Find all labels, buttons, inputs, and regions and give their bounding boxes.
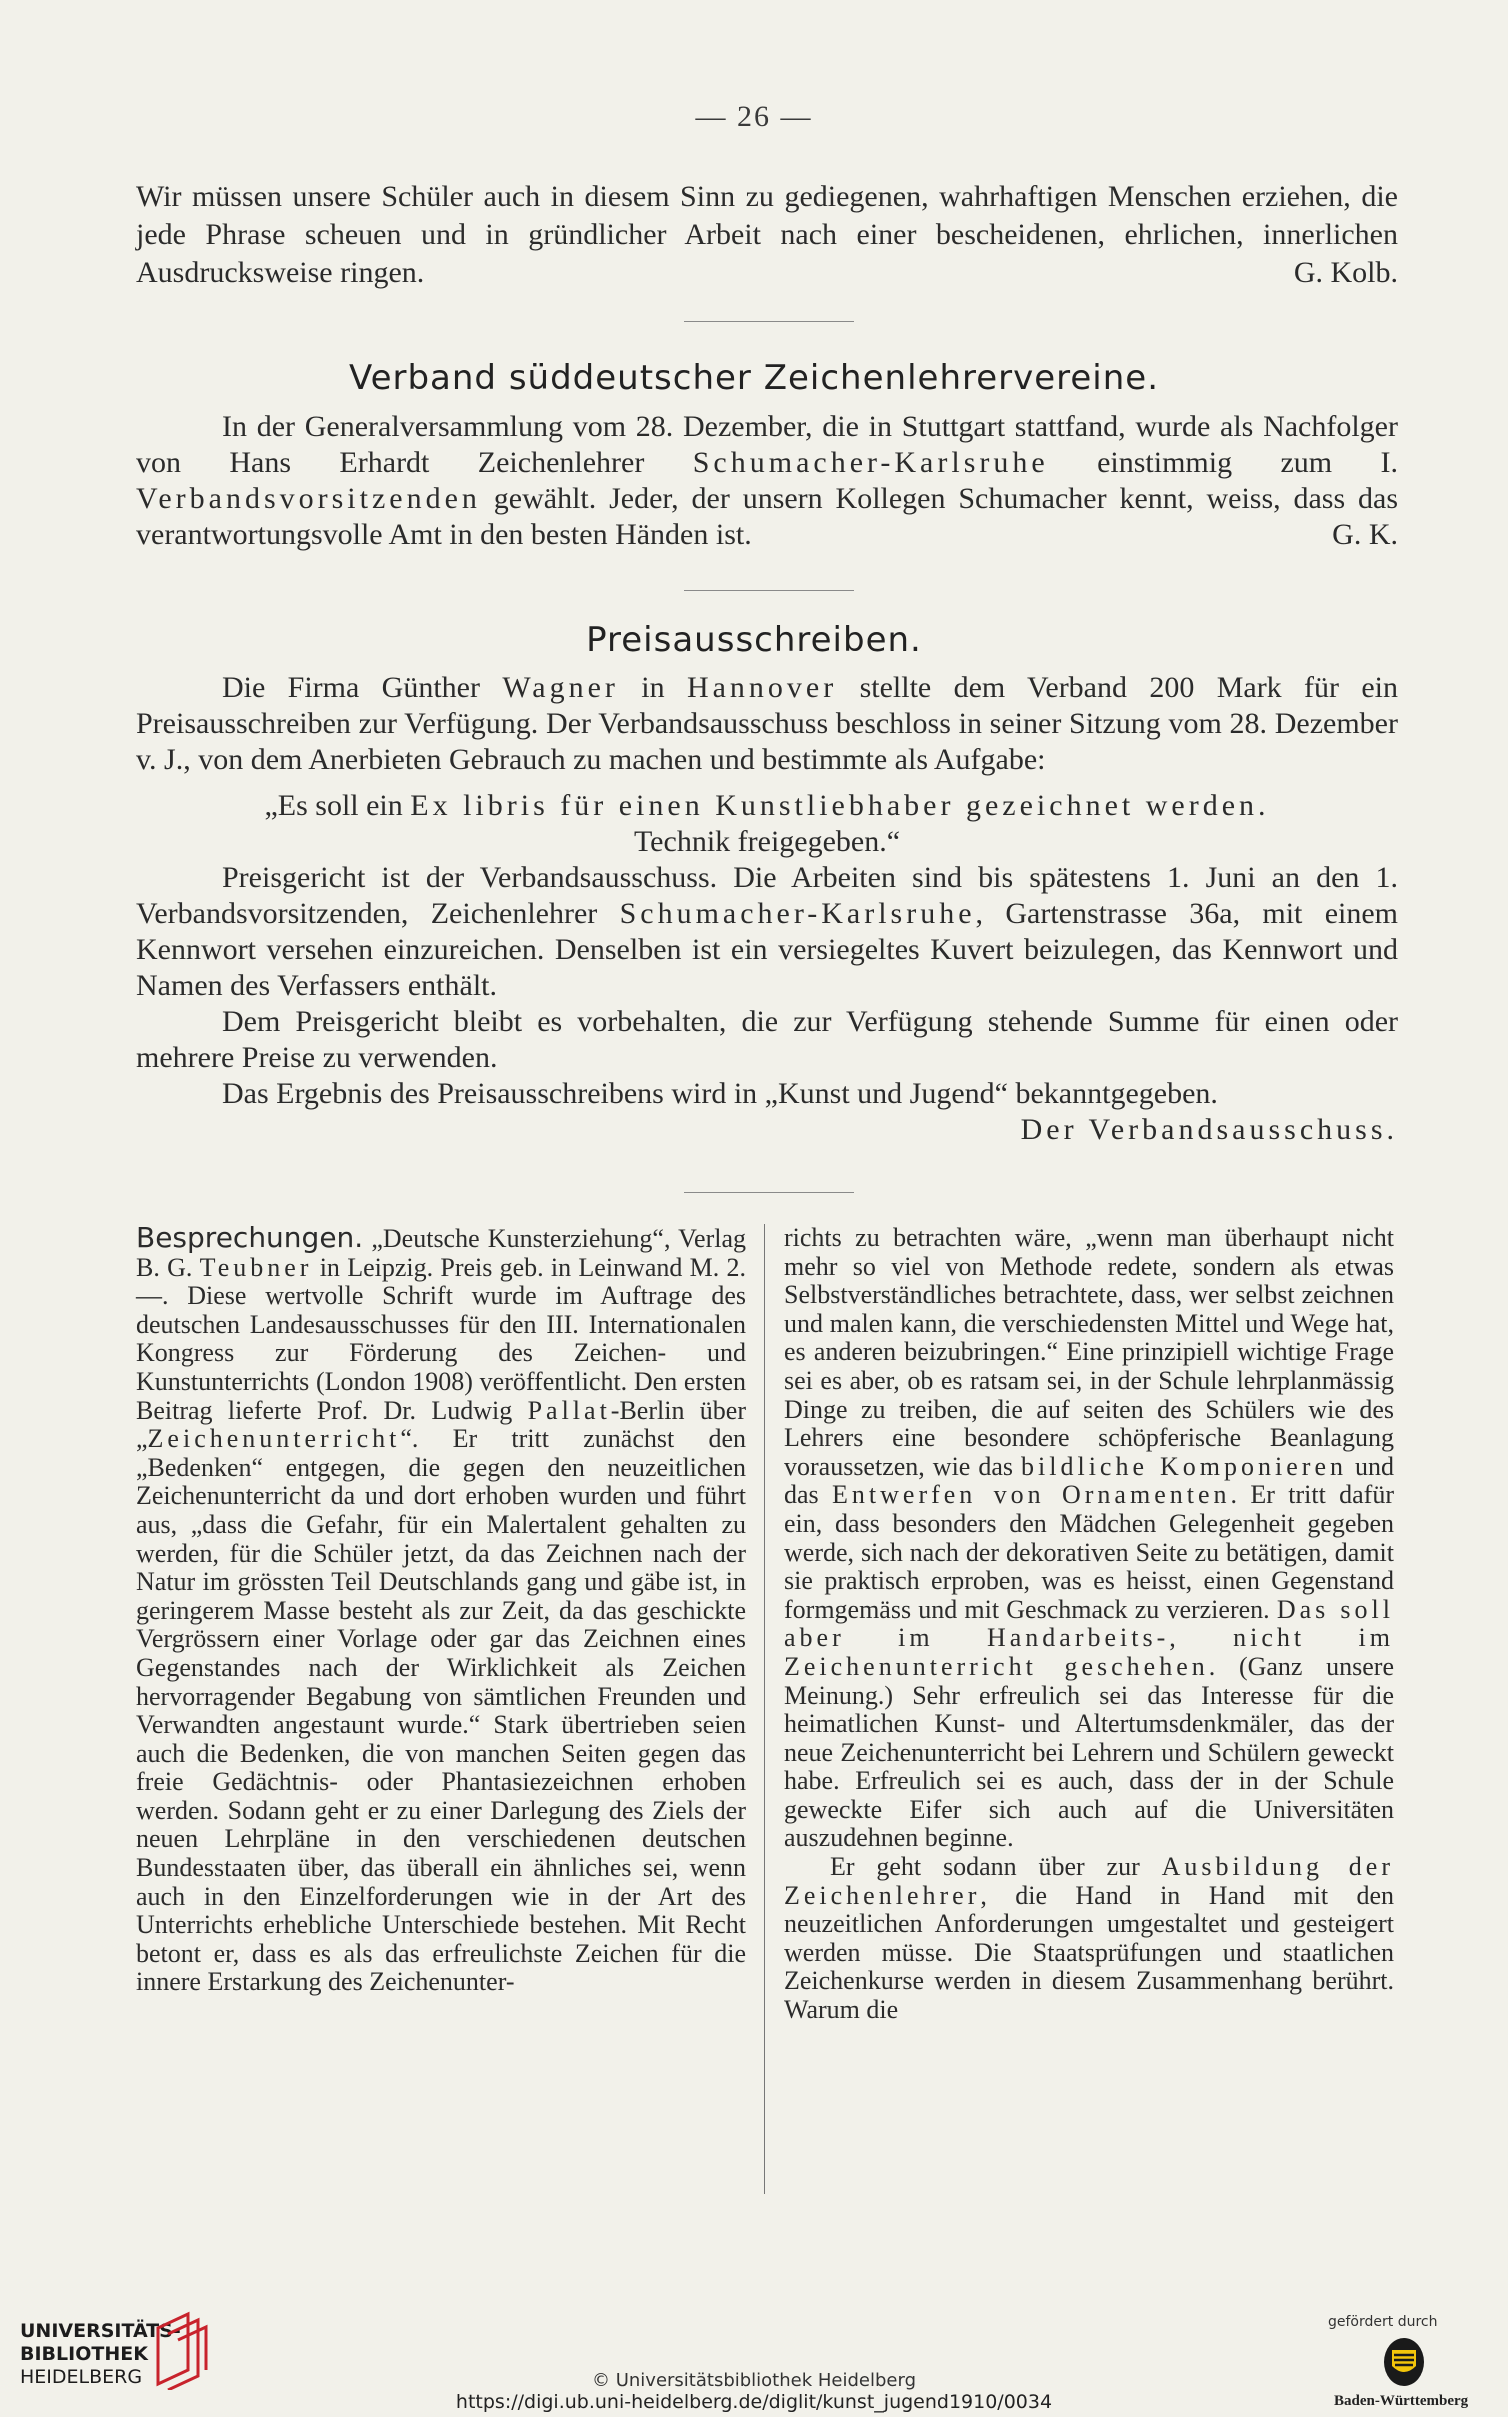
preis-p1-a: Die Firma Günther	[222, 671, 503, 704]
divider-rule	[684, 590, 854, 591]
preis-p1-b: in	[618, 671, 687, 704]
review-lead: Besprechungen.	[136, 1221, 364, 1254]
verband-text-b: einstimmig zum I.	[1048, 446, 1398, 479]
footer	[0, 2290, 1508, 2417]
section-heading-preisausschreiben: Preisausschreiben.	[586, 620, 922, 660]
preis-p4-text: Das Ergebnis des Preisausschreibens wird in „Kunst und Jugend“ bekanntgegeben.	[222, 1077, 1218, 1110]
review-c2-p2-b: , die Hand in Hand mit den neuzeitlichen Anforderungen umgestaltet und gesteigert werden müsse. Die Staatsprüfungen und staatlichen Zeichenkurse werden in diesem Zusammenhang berührt. Warum die	[784, 1880, 1394, 2025]
review-c2-sp: Das soll aber im Handarbeits-, nicht im Zeichenunterricht geschehen	[784, 1594, 1395, 1681]
review-c1-d: “. Er tritt zunächst den „Bedenken“ entgegen, die gegen den neuzeitlichen Zeichenunterricht da und dort erhoben wurden und führt aus, „dass die Gefahr, für ein Malertalent gehalten zu werden, für die Schüler jetzt, da das Zeichnen nach der Natur im grössten Teil Deutschlands gang und gäbe ist, in geringerem Masse besteht als zur Zeit, da das geschickte Vergrössern einer Vorlage oder gar das Zeichnen eines Gegenstandes nach der Wirklichkeit als Zeichen hervorragender Begabung von sämtlichen Freunden und Verwandten angestaunt wurde.“ Stark übertrieben seien auch die Bedenken, die von manchen Seiten gegen das freie Gedächtnis- oder Phantasiezeichnen erhoben werden. Sodann geht er zu einer Darlegung des Ziels der neuen Lehrpläne in den verschiedenen deutschen Bundesstaaten über, das überall ein ähnliches sei, wenn auch in den Einzelforderungen wie in der Art des Unterrichts erhebliche Unterschiede bestehen. Mit Recht betont er, dass es als das erfreulichste Zeichen für die innere Erstarkung des Zeichenunter-	[136, 1424, 746, 1997]
review-c2-a: richts zu betrachten wäre, „wenn man überhaupt nicht mehr so viel von Methode redete, sondern als etwas Selbstverständliches betrachtete, dass, wer selbst zeichnen und malen kann, die verschiedensten Mittel und Wege hat, es anderen beizubringen.“ Eine prinzipiell wichtige Frage sei es aber, ob es ratsam sei, in der Schule lehrplanmässig Dinge zu treiben, die auf seiten des Schülers wie des Lehrers eine besondere schöpferische Beanlagung voraussetzen, wie das	[784, 1223, 1394, 1481]
intro-paragraph	[136, 178, 1398, 292]
verband-signature: G. K.	[1332, 518, 1398, 551]
review-c1-c: -Berlin über „	[136, 1395, 746, 1454]
intro-signature: G. Kolb.	[1293, 256, 1398, 289]
verband-text-c: gewählt. Jeder, der unsern Kollegen Schumacher kennt, weiss, dass das verantwortungsvolle Amt in den besten Händen ist.	[136, 482, 1398, 551]
preis-quote-spaced: Ex libris für einen Kunstliebhaber gezeichnet werden.	[410, 789, 1270, 822]
review-c1-b: in Leipzig. Preis geb. in Leinwand M. 2.—. Diese wertvolle Schrift wurde im Auftrage des deutschen Landesausschusses für den III. Internationalen Kongress zur Förderung des Zeichen- und Kunstunterrichts (London 1908) veröffentlicht. Den ersten Beitrag lieferte Prof. Dr. Ludwig	[136, 1252, 746, 1425]
copyright-text: © Universitätsbibliothek Heidelberg	[591, 2370, 916, 2391]
preis-p1-c: stellte dem Verband 200 Mark für ein Preisausschreiben zur Verfügung. Der Verbandsausschuss beschloss in seiner Sitzung vom 28. Dezember v. J., von dem Anerbieten Gebrauch zu machen und bestimmte als Aufgabe:	[136, 671, 1399, 776]
library-line-1: UNIVERSITÄTS-	[20, 2320, 181, 2342]
divider-rule	[684, 321, 854, 322]
preis-quote	[136, 788, 1398, 824]
review-column-left	[136, 1221, 746, 1997]
review-c1-pallat: Pallat	[527, 1395, 611, 1425]
verband-paragraph	[136, 409, 1398, 553]
review-c2-b: und das	[784, 1451, 1394, 1510]
review-column-right	[784, 1224, 1394, 2025]
preis-p1-wagner: Wagner	[502, 671, 619, 704]
review-c1-a: „Deutsche Kunsterziehung“, Verlag B. G.	[136, 1224, 746, 1282]
review-right-paragraph-1	[784, 1224, 1394, 1853]
review-c2-entw: Entwerfen von Ornamenten	[832, 1480, 1231, 1510]
preis-p2-a: Preisgericht ist der Verbandsausschuss. Die Arbeiten sind bis spätestens 1. Juni an den 1. Verbandsvorsitzenden, Zeichenlehrer	[136, 861, 1398, 930]
review-c2-c: . Er tritt dafür ein, dass besonders den Mädchen Gelegenheit gegeben werde, sich nach der dekorativen Seite zu betätigen, damit sie praktisch erproben, was es heisst, einen Gegenstand formgemäss und mit Geschmack zu verzieren.	[784, 1480, 1394, 1624]
preis-signature: Der Verbandsausschuss.	[1020, 1113, 1398, 1146]
preis-p2-name: Schumacher-Karlsruhe	[619, 897, 976, 930]
intro-text: Wir müssen unsere Schüler auch in diesem Sinn zu gediegenen, wahrhaftigen Menschen erziehen, die jede Phrase scheuen und in gründlicher Arbeit nach einer bescheidenen, ehrlichen, innerlichen Ausdrucksweise ringen.	[136, 180, 1398, 289]
permalink-url[interactable]: https://digi.ub.uni-heidelberg.de/diglit/kunst_jugend1910/0034	[455, 2391, 1053, 2413]
review-c1-teubner: Teubner	[199, 1252, 313, 1282]
section-heading-verband: Verband süddeutscher Zeichenlehrervereine.	[348, 358, 1160, 398]
preis-quote-a: „Es soll ein	[264, 789, 411, 822]
library-line-3: HEIDELBERG	[20, 2366, 143, 2388]
preis-paragraph-1	[136, 670, 1398, 778]
page-number: — 26 —	[695, 100, 813, 133]
verband-role: Verbandsvorsitzenden	[136, 482, 481, 515]
preis-p2-b: , Gartenstrasse 36a, mit einem Kennwort versehen einzureichen. Denselben ist ein versiegeltes Kuvert beizulegen, das Kennwort und Namen des Verfassers enthält.	[136, 897, 1398, 1002]
preis-quote-b: Technik freigegeben.“	[633, 825, 901, 858]
section-preis-body	[136, 670, 1398, 1148]
review-c2-p2-sp: Ausbildung der Zeichenlehrer	[784, 1852, 1394, 1910]
funder-label: gefördert durch	[1328, 2314, 1438, 2330]
preis-quote-line2	[136, 824, 1398, 860]
review-c2-bild: bildliche Komponieren	[1021, 1451, 1347, 1481]
funder-name: Baden-Württemberg	[1334, 2393, 1469, 2409]
review-left-paragraph	[136, 1221, 746, 1997]
verband-text-a: In der Generalversammlung vom 28. Dezember, die in Stuttgart stattfand, wurde als Nachfolger von Hans Erhardt Zeichenlehrer	[136, 410, 1398, 479]
preis-paragraph-3: Dem Preisgericht bleibt es vorbehalten, die zur Verfügung stehende Summe für einen oder mehrere Preise zu verwenden.	[136, 1005, 1398, 1074]
preis-paragraph-4	[136, 1076, 1398, 1146]
review-c2-p2-a: Er geht sodann über zur	[830, 1852, 1162, 1882]
library-line-2: BIBLIOTHEK	[20, 2343, 148, 2365]
divider-rule	[684, 1192, 854, 1193]
review-right-paragraph-2	[784, 1853, 1394, 2025]
column-divider	[764, 1224, 765, 2194]
review-c2-d: . (Ganz unsere Meinung.) Sehr erfreulich sei das Interesse für die heimatlichen Kunst- und Altertumsdenkmäler, das der neue Zeichenunterricht bei Lehrern und Schülern geweckt habe. Erfreulich sei es auch, dass der in der Schule geweckte Eifer sich auch auf die Universitäten auszudehnen beginne.	[784, 1651, 1395, 1853]
baden-wuerttemberg-seal-icon	[1378, 2334, 1430, 2390]
preis-paragraph-2	[136, 860, 1398, 1004]
verband-name: Schumacher-Karlsruhe	[692, 446, 1049, 479]
preis-p1-hannover: Hannover	[686, 671, 838, 704]
review-c1-zu: Zeichenunterricht	[147, 1424, 401, 1454]
section-verband-body	[136, 409, 1398, 553]
